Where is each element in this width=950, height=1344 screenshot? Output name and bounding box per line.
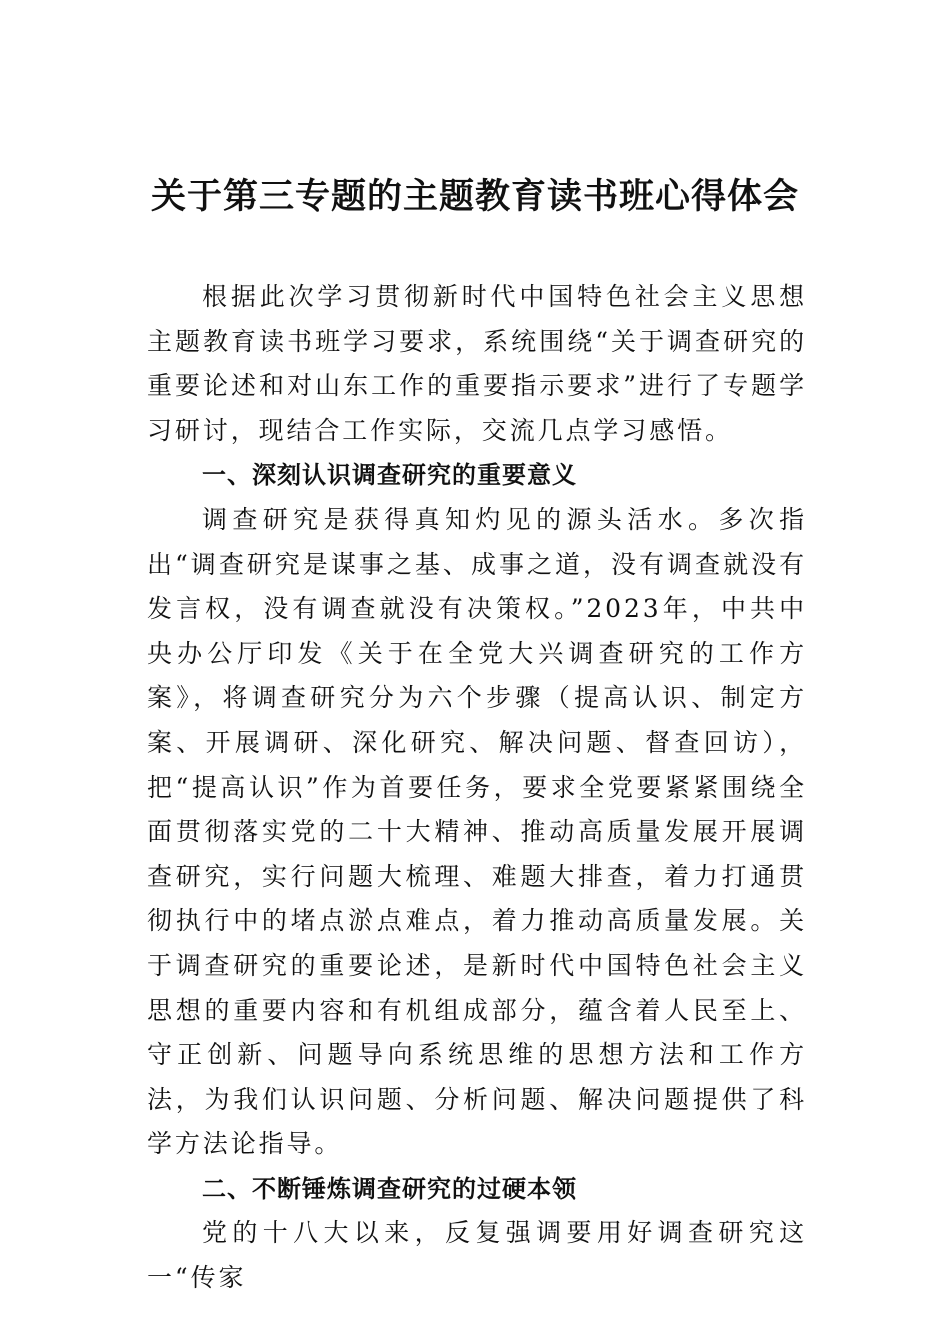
section-1-paragraph: 调查研究是获得真知灼见的源头活水。多次指出“调查研究是谋事之基、成事之道，没有调查就没有发言权，没有调查就没有决策权。”2023年，中共中央办公厅印发《关于在全党大兴调查研究的工作方案》，将调查研究分为六个步骤（提高认识、制定方案、开展调研、深化研究、解决问题、督查回访），把“提高认识”作为首要任务，要求全党要紧紧围绕全面贯彻落实党的二十大精神、推动高质量发展开展调查研究，实行问题大梳理、难题大排查，着力打通贯彻执行中的堵点淤点难点，着力推动高质量发展。关于调查研究的重要论述，是新时代中国特色社会主义思想的重要内容和有机组成部分，蕴含着人民至上、守正创新、问题导向系统思维的思想方法和工作方法，为我们认识问题、分析问题、解决问题提供了科学方法论指导。 bbox=[147, 504, 807, 1159]
document-title: 关于第三专题的主题教育读书班心得体会 bbox=[150, 177, 799, 217]
section-heading-1: 一、深刻认识调查研究的重要意义 bbox=[202, 461, 577, 490]
section-heading-2: 二、不断锤炼调查研究的过硬本领 bbox=[202, 1174, 577, 1203]
intro-paragraph: 根据此次学习贯彻新时代中国特色社会主义思想主题教育读书班学习要求，系统围绕“关于调查研究的重要论述和对山东工作的重要指示要求”进行了专题学习研讨，现结合工作实际，交流几点学习感悟。 bbox=[147, 282, 807, 445]
document-body bbox=[147, 275, 807, 1301]
section-2-paragraph: 党的十八大以来，反复强调要用好调查研究这一“传家 bbox=[147, 1218, 807, 1293]
